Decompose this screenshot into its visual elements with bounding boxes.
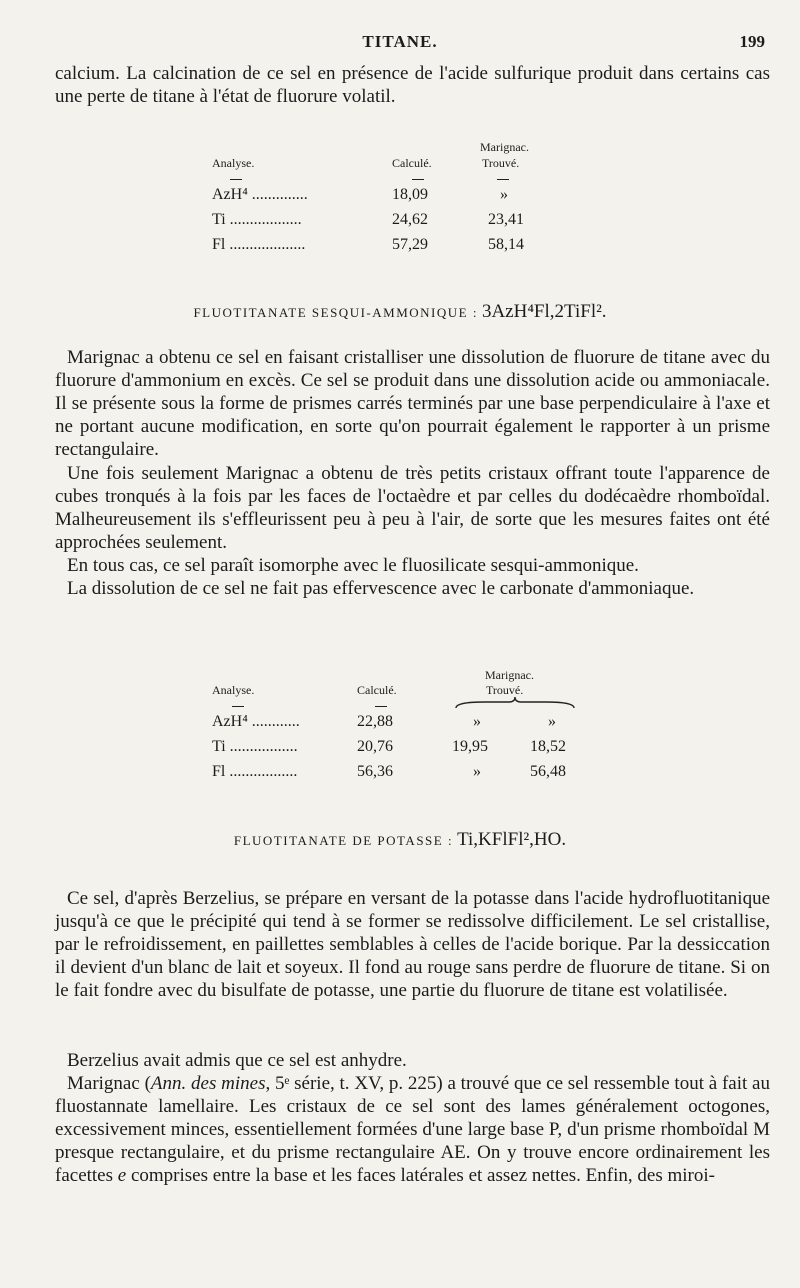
table-row-label: AzH⁴ .............. — [212, 186, 308, 203]
table1-header-analyse: Analyse. — [212, 156, 255, 170]
table-row-label: AzH⁴ ............ — [212, 713, 300, 730]
paragraph: Une fois seulement Marignac a obtenu de très petits cristaux offrant toute l'apparence de cubes tronqués à la fois par les faces de l'octaèdre et par celles du dodécaèdre rhomboïdal. Malheureusement ils s'effleurissent peu à peu à l'air, de sorte que les mesures faites ont été approchées seulement. — [55, 463, 770, 553]
table-cell-calc: 20,76 — [357, 738, 393, 755]
table-cell-found: » — [500, 186, 508, 203]
table-cell-found: 58,14 — [488, 236, 524, 253]
table2-header-analyse: Analyse. — [212, 683, 255, 697]
table-cell-found: » — [548, 713, 556, 730]
section-heading-sesqui — [0, 301, 800, 323]
text-run: Marignac ( — [67, 1073, 151, 1094]
table-cell-calc: 56,36 — [357, 763, 393, 780]
paragraph: Marignac a obtenu ce sel en faisant cristalliser une dissolution de fluorure de titane avec du fluorure d'ammonium en excès. Ce sel se produit dans une dissolution acide ou ammoniacale. Il se présente sous la forme de prismes carrés terminés par une base perpendiculaire à l'axe et ne portant aucune modification, en sorte qu'on pourrait également le rapporter à un prisme rectangulaire. — [55, 347, 770, 460]
table-row-label: Ti ................. — [212, 738, 298, 755]
running-header — [0, 32, 800, 58]
table1-header-trouve: Trouvé. — [482, 156, 520, 170]
table2-header-marignac: Marignac. — [485, 668, 534, 682]
table-row-label: Ti .................. — [212, 211, 302, 228]
table-cell-calc: 57,29 — [392, 236, 428, 253]
table-row-label: Fl ................. — [212, 763, 298, 780]
paragraph-intro: calcium. La calcination de ce sel en présence de l'acide sulfurique produit dans certains cas une perte de titane à l'état de fluorure volatil. — [55, 63, 770, 107]
table2-header-calcule: Calculé. — [357, 683, 397, 697]
table-cell-found: 23,41 — [488, 211, 524, 228]
paragraph: En tous cas, ce sel paraît isomorphe avec le fluosilicate sesqui-ammonique. — [67, 555, 639, 576]
paragraph: La dissolution de ce sel ne fait pas effervescence avec le carbonate d'ammoniaque. — [67, 578, 695, 599]
facet-symbol: e — [117, 1165, 127, 1186]
table1-header-calcule: Calculé. — [392, 156, 432, 170]
journal-reference: Ann. des mines — [150, 1073, 266, 1094]
table-cell-calc: 18,09 — [392, 186, 428, 203]
text-run: comprises entre la base et les faces latérales et assez nettes. Enfin, des miroi- — [126, 1165, 715, 1186]
paragraph: Ce sel, d'après Berzelius, se prépare en versant de la potasse dans l'acide hydrofluotitanique jusqu'à ce que le précipité qui tend à se former se redissolve difficilement. Le sel cristallise, par le refroidissement, en paillettes semblables à celles de l'acide borique. Par la dessiccation il devient d'un blanc de lait et soyeux. Il fond au rouge sans perdre de fluorure de titane. Si on le fait fondre avec du bisulfate de potasse, une partie du fluorure de titane est volatilisée. — [55, 888, 770, 1001]
brace-icon — [454, 696, 576, 710]
paragraph-marignac — [55, 1072, 770, 1187]
table1-header-marignac: Marignac. — [480, 140, 529, 154]
table-cell-found: 18,52 — [530, 738, 566, 755]
table-cell-calc: 24,62 — [392, 211, 428, 228]
paragraph: Berzelius avait admis que ce sel est anhydre. — [67, 1050, 407, 1071]
page-number: 199 — [739, 32, 765, 51]
table-row-label: Fl ................... — [212, 236, 306, 253]
table-cell-found: 56,48 — [530, 763, 566, 780]
table-cell-found: » — [473, 713, 481, 730]
analysis-table-1 — [0, 140, 800, 280]
analysis-table-2 — [0, 668, 800, 788]
text-run: , 5ᵉ série, t. XV, p. 225) a trouvé que ce sel ressemble tout à fait au fluostannate lamellaire. Les cristaux de ce sel sont des lames généralement octogones, excessivement minces, essentiellement formées d'une large base P, d'un prisme rhomboïdal M presque rectangulaire, et du prisme rectangulaire AE. On y trouve encore ordinairement les facettes — [55, 1073, 770, 1186]
section-heading-potasse — [0, 829, 800, 851]
section-label: FLUOTITANATE DE POTASSE : — [233, 833, 454, 848]
table-cell-found: 19,95 — [452, 738, 488, 755]
running-title: TITANE. — [362, 32, 438, 51]
table2-header-trouve: Trouvé. — [486, 683, 524, 697]
table-cell-calc: 22,88 — [357, 713, 393, 730]
section-formula: 3AzH⁴Fl,2TiFl². — [481, 301, 607, 322]
section-formula: Ti,KFlFl²,HO. — [457, 829, 567, 850]
section-label: FLUOTITANATE SESQUI-AMMONIQUE : — [193, 305, 478, 320]
table-cell-found: » — [473, 763, 481, 780]
